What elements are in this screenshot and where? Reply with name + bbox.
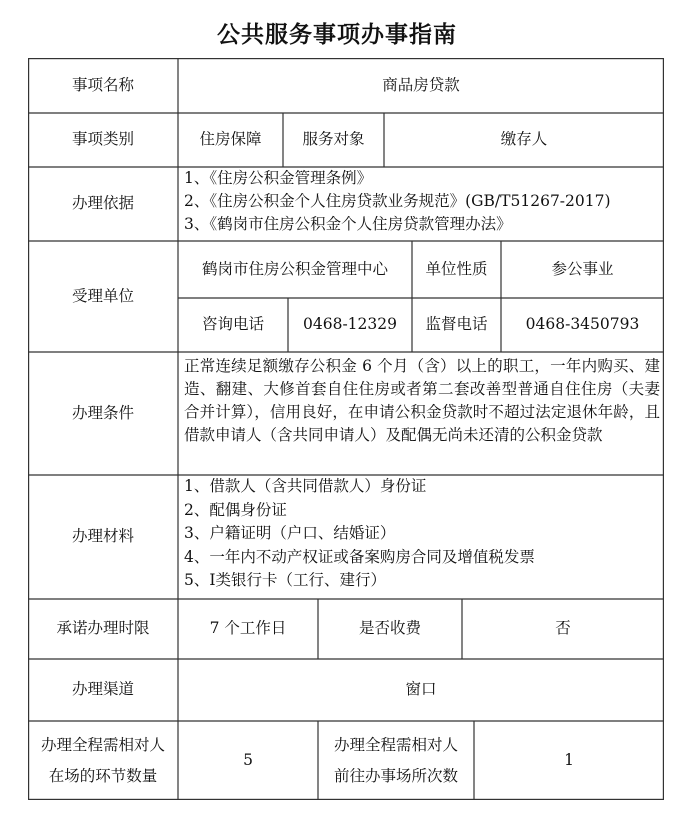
visits-count-label bbox=[318, 721, 474, 800]
list-item: 4、一年内不动产权证或备案购房合同及增值税发票 bbox=[184, 547, 535, 566]
unit-nature-label: 单位性质 bbox=[425, 259, 488, 278]
service-target-label: 服务对象 bbox=[302, 130, 365, 149]
visits-count-value: 1 bbox=[564, 750, 574, 769]
visits-count-label-line: 前往办事场所次数 bbox=[333, 766, 458, 785]
item-category-label: 事项类别 bbox=[71, 130, 134, 149]
page-title: 公共服务事项办事指南 bbox=[217, 22, 457, 48]
consult-phone-label: 咨询电话 bbox=[201, 315, 264, 334]
unit-name: 鹤岗市住房公积金管理中心 bbox=[201, 259, 388, 278]
list-item: 2、配偶身份证 bbox=[184, 500, 287, 519]
list-item: 3、户籍证明（户口、结婚证） bbox=[184, 524, 396, 542]
onsite-count-label bbox=[28, 721, 178, 800]
visits-count-label-line: 办理全程需相对人 bbox=[333, 735, 458, 754]
supervise-phone-value: 0468-3450793 bbox=[525, 315, 640, 334]
channel-value: 窗口 bbox=[405, 680, 437, 699]
onsite-count-label-line: 在场的环节数量 bbox=[48, 766, 158, 785]
unit-nature-value: 参公事业 bbox=[551, 259, 614, 278]
basis-list bbox=[178, 167, 664, 241]
list-item: 2、《住房公积金个人住房贷款业务规范》(GB/T51267-2017) bbox=[184, 192, 611, 210]
accepting-unit-label: 受理单位 bbox=[71, 286, 134, 305]
list-item: 5、Ⅰ类银行卡（工行、建行） bbox=[184, 571, 386, 589]
list-item: 1、借款人（含共同借款人）身份证 bbox=[184, 477, 427, 495]
item-name-label: 事项名称 bbox=[71, 75, 134, 94]
onsite-count-label-line: 办理全程需相对人 bbox=[40, 735, 165, 754]
supervise-phone-label: 监督电话 bbox=[425, 315, 488, 334]
item-name-value: 商品房贷款 bbox=[382, 75, 460, 94]
fee-value: 否 bbox=[555, 619, 571, 638]
consult-phone-value: 0468-12329 bbox=[303, 315, 397, 334]
list-item: 1、《住房公积金管理条例》 bbox=[184, 169, 373, 187]
materials-label: 办理材料 bbox=[71, 527, 134, 546]
time-limit-value: 7 个工作日 bbox=[209, 619, 287, 638]
item-category-value: 住房保障 bbox=[199, 130, 262, 149]
channel-label: 办理渠道 bbox=[71, 680, 134, 699]
onsite-count-value: 5 bbox=[243, 750, 253, 769]
time-limit-label: 承诺办理时限 bbox=[56, 619, 150, 638]
conditions-label: 办理条件 bbox=[71, 403, 134, 422]
list-item: 3、《鹤岗市住房公积金个人住房贷款管理办法》 bbox=[184, 215, 512, 233]
fee-label: 是否收费 bbox=[358, 619, 421, 638]
service-target-value: 缴存人 bbox=[500, 130, 548, 149]
materials-list bbox=[178, 475, 664, 599]
basis-label: 办理依据 bbox=[71, 194, 134, 213]
conditions-text: 正常连续足额缴存公积金 6 个月（含）以上的职工，一年内购买、建造、翻建、大修首套自住住房或者第二套改善型普通自住住房（夫妻合并计算），信用良好，在申请公积金贷款时不超过法定退休年龄，且借款申请人（含共同申请人）及配偶无尚未还清的公积金贷款 bbox=[184, 357, 660, 444]
guide-table bbox=[28, 58, 664, 800]
